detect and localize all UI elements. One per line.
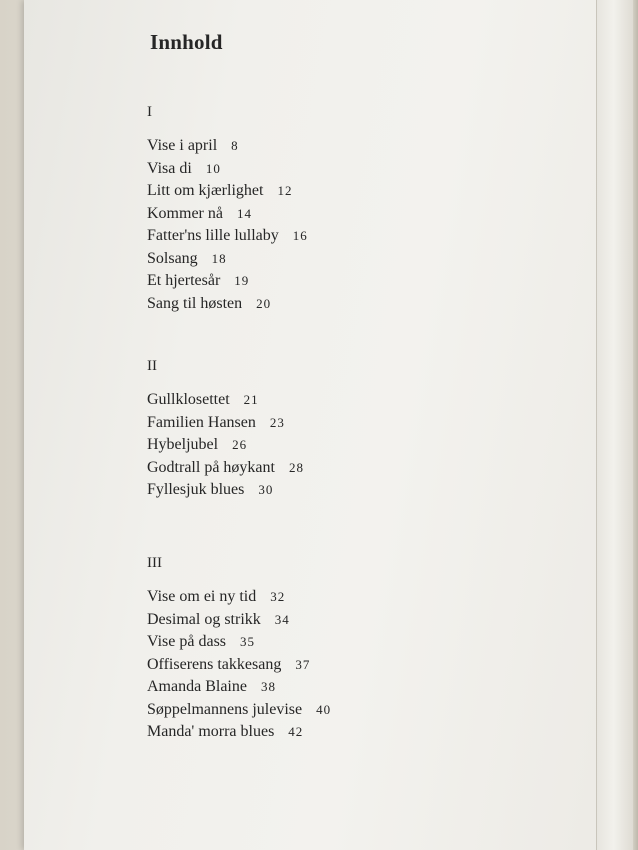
toc-entry bbox=[147, 631, 331, 654]
toc-entry bbox=[147, 586, 331, 609]
toc-entry bbox=[147, 457, 304, 480]
entry-title: Familien Hansen bbox=[147, 413, 256, 431]
entry-title: Amanda Blaine bbox=[147, 678, 247, 695]
entry-title: Søppelmannens julevise bbox=[147, 700, 303, 718]
entry-title: Vise i april bbox=[147, 137, 218, 154]
entry-title: Vise på dass bbox=[147, 633, 227, 650]
entry-title: Visa di bbox=[147, 159, 192, 177]
toc-entry bbox=[147, 180, 308, 203]
toc-entry bbox=[147, 248, 308, 271]
entry-page-number: 8 bbox=[231, 138, 239, 153]
entry-page-number: 30 bbox=[258, 482, 274, 497]
entry-page-number: 23 bbox=[269, 414, 285, 430]
section-numeral: III bbox=[147, 555, 162, 571]
toc-entry bbox=[147, 676, 331, 699]
entry-page-number: 10 bbox=[205, 160, 221, 176]
entry-page-number: 12 bbox=[277, 183, 293, 198]
toc-entry bbox=[147, 721, 331, 744]
entry-page-number: 19 bbox=[234, 273, 250, 288]
entry-page-number: 34 bbox=[274, 611, 290, 627]
toc-entry bbox=[147, 225, 308, 248]
toc-entry bbox=[147, 479, 304, 502]
entry-title: Kommer nå bbox=[147, 204, 223, 222]
section-numeral: I bbox=[147, 104, 152, 120]
toc-entry bbox=[147, 699, 331, 722]
entry-title: Gullklosettet bbox=[147, 391, 230, 408]
toc-entry bbox=[147, 135, 308, 158]
toc-section-1 bbox=[147, 104, 308, 315]
entry-page-number: 35 bbox=[240, 634, 256, 649]
toc-entry bbox=[147, 270, 308, 293]
entry-page-number: 32 bbox=[270, 589, 286, 604]
entry-title: Solsang bbox=[147, 249, 198, 267]
entry-page-number: 40 bbox=[316, 701, 332, 717]
entry-page-number: 28 bbox=[288, 459, 304, 475]
entry-title: Et hjertesår bbox=[147, 272, 221, 289]
section-numeral: II bbox=[147, 358, 157, 374]
toc-entry bbox=[147, 203, 308, 226]
entry-title: Godtrall på høykant bbox=[147, 458, 275, 476]
entry-title: Offiserens takkesang bbox=[147, 655, 282, 673]
toc-entry bbox=[147, 434, 304, 457]
entry-page-number: 14 bbox=[236, 205, 252, 221]
toc-entry bbox=[147, 389, 304, 412]
toc-entry bbox=[147, 609, 331, 632]
page-title: Innhold bbox=[150, 30, 223, 54]
toc-entry bbox=[147, 293, 308, 316]
entry-title: Litt om kjærlighet bbox=[147, 182, 264, 199]
entry-page-number: 38 bbox=[260, 679, 276, 694]
toc-entry bbox=[147, 412, 304, 435]
entry-page-number: 26 bbox=[232, 437, 248, 452]
entry-page-number: 18 bbox=[211, 250, 227, 266]
toc-entry bbox=[147, 654, 331, 677]
entry-page-number: 20 bbox=[256, 295, 272, 311]
toc-entry bbox=[147, 158, 308, 181]
entry-title: Hybeljubel bbox=[147, 436, 219, 453]
entry-title: Vise om ei ny tid bbox=[147, 588, 257, 605]
entry-title: Desimal og strikk bbox=[147, 610, 261, 628]
entry-title: Fyllesjuk blues bbox=[147, 481, 245, 498]
entry-title: Manda' morra blues bbox=[147, 723, 275, 740]
entry-page-number: 37 bbox=[295, 656, 311, 672]
entry-page-number: 16 bbox=[292, 228, 308, 243]
toc-section-3 bbox=[147, 555, 331, 744]
page-edge bbox=[596, 0, 638, 850]
table-of-contents bbox=[147, 30, 332, 740]
toc-section-2 bbox=[147, 358, 304, 502]
entry-page-number: 21 bbox=[243, 392, 259, 407]
entry-title: Fatter'ns lille lullaby bbox=[147, 227, 279, 244]
entry-page-number: 42 bbox=[288, 724, 304, 739]
entry-title: Sang til høsten bbox=[147, 294, 243, 312]
